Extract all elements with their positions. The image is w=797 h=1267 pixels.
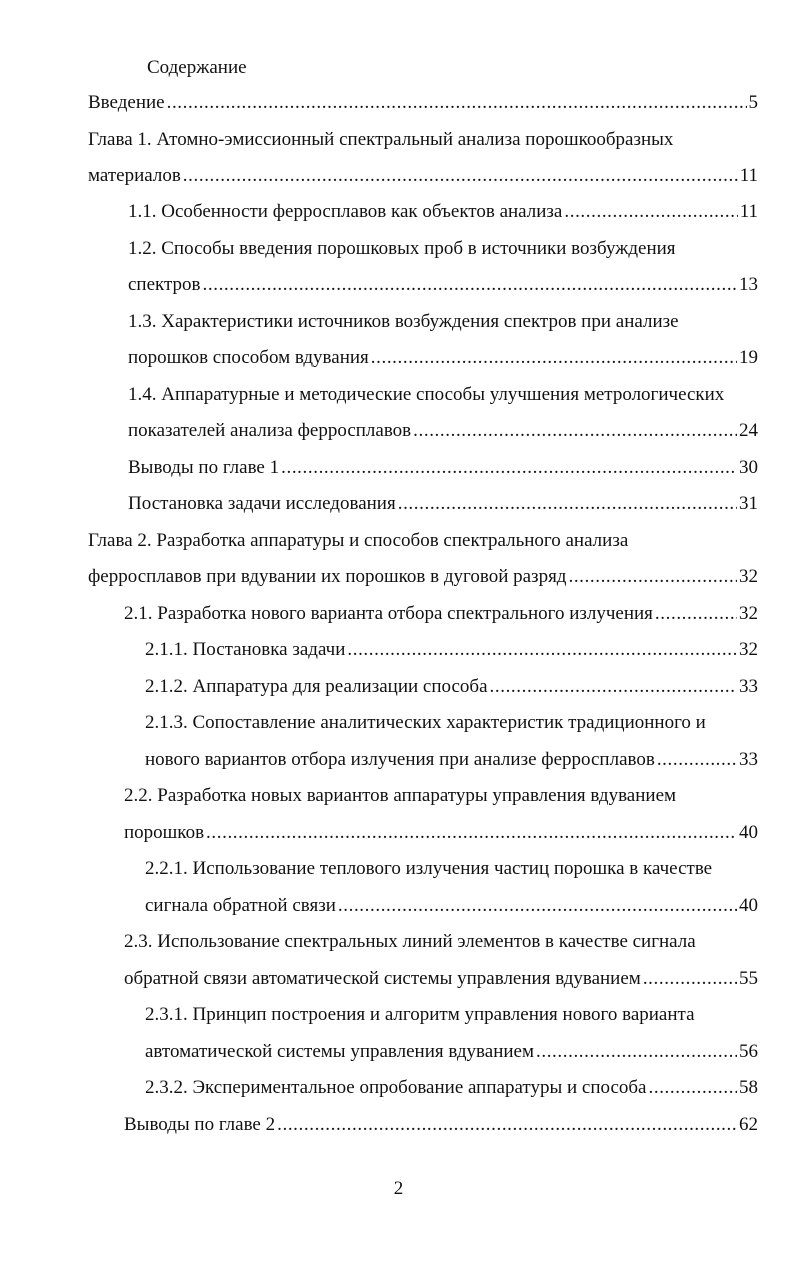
toc-leader-dots — [643, 967, 737, 991]
toc-entry-text: 1.3. Характеристики источников возбуждения спектров при анализе — [128, 311, 679, 332]
toc-leader-dots — [281, 456, 737, 480]
toc-entry-text: показателей анализа ферросплавов — [128, 420, 412, 441]
toc-entry-page: 13 — [739, 274, 758, 295]
toc-entry-page: 62 — [739, 1114, 758, 1135]
toc-entry-page: 5 — [748, 92, 758, 113]
toc-title: Содержание — [147, 57, 247, 78]
toc-entry-text: 1.4. Аппаратурные и методические способы улучшения метрологических — [128, 384, 725, 405]
toc-entry-section-1-3-cont[interactable] — [128, 346, 758, 370]
toc-entry-text: сигнала обратной связи — [145, 895, 336, 916]
toc-entry-text: обратной связи автоматической системы управления вдуванием — [124, 968, 641, 989]
toc-entry-section-2-1[interactable] — [124, 602, 758, 626]
toc-entry-text: спектров — [128, 274, 201, 295]
toc-leader-dots — [277, 1113, 737, 1137]
toc-entry-page: 11 — [739, 201, 758, 222]
toc-entry-text: 1.2. Способы введения порошковых проб в источники возбуждения — [128, 238, 676, 259]
toc-entry-text: 2.2. Разработка новых вариантов аппаратуры управления вдуванием — [124, 785, 677, 806]
toc-leader-dots — [655, 602, 737, 626]
toc-entry-page: 11 — [739, 165, 758, 186]
toc-entry-subsection-2-1-3-cont[interactable] — [145, 748, 758, 772]
toc-entry-text: порошков — [124, 822, 205, 843]
toc-entry-text: нового вариантов отбора излучения при анализе ферросплавов — [145, 749, 655, 770]
toc-entry-page: 40 — [739, 822, 758, 843]
toc-entry-section-2-3-cont[interactable] — [124, 967, 758, 991]
toc-entry-page: 58 — [739, 1077, 758, 1098]
toc-leader-dots — [338, 894, 737, 918]
toc-entry-text: Выводы по главе 1 — [128, 457, 280, 478]
toc-entry-text: 2.1.2. Аппаратура для реализации способа — [145, 676, 488, 697]
toc-entry-text: 2.1. Разработка нового варианта отбора спектрального излучения — [124, 603, 653, 624]
toc-entry-page: 32 — [739, 603, 758, 624]
toc-entry-subsection-2-2-1[interactable] — [145, 857, 758, 881]
toc-entry-chapter-1-cont[interactable] — [88, 164, 758, 188]
toc-leader-dots — [564, 200, 737, 224]
toc-leader-dots — [347, 638, 737, 662]
toc-entry-text: Глава 1. Атомно-эмиссионный спектральный анализа порошкообразных — [88, 129, 674, 150]
toc-entry-page: 32 — [739, 566, 758, 587]
toc-entry-section-1-4-cont[interactable] — [128, 419, 758, 443]
toc-entry-subsection-2-3-1-cont[interactable] — [145, 1040, 758, 1064]
toc-entry-problem-statement[interactable] — [128, 492, 758, 516]
toc-leader-dots — [398, 492, 737, 516]
toc-entry-section-1-2[interactable] — [128, 237, 758, 261]
toc-entry-subsection-2-1-3[interactable] — [145, 711, 758, 735]
toc-entry-text: материалов — [88, 165, 181, 186]
toc-entry-text: 2.3.2. Экспериментальное опробование аппаратуры и способа — [145, 1077, 647, 1098]
toc-entry-page: 32 — [739, 639, 758, 660]
toc-entry-page: 24 — [739, 420, 758, 441]
toc-entry-text: 2.1.1. Постановка задачи — [145, 639, 346, 660]
toc-entry-subsection-2-2-1-cont[interactable] — [145, 894, 758, 918]
toc-leader-dots — [371, 346, 737, 370]
page-number: 2 — [393, 1178, 404, 1199]
toc-leader-dots — [183, 164, 738, 188]
toc-entry-page: 31 — [739, 493, 758, 514]
toc-entry-chapter-2[interactable] — [88, 529, 758, 553]
toc-entry-page: 55 — [739, 968, 758, 989]
toc-entry-chapter-2-conclusions[interactable] — [124, 1113, 758, 1137]
toc-leader-dots — [167, 91, 747, 115]
toc-entry-text: 1.1. Особенности ферросплавов как объектов анализа — [128, 201, 563, 222]
toc-entry-chapter-2-cont[interactable] — [88, 565, 758, 589]
toc-leader-dots — [206, 821, 737, 845]
toc-entry-text: порошков способом вдувания — [128, 347, 369, 368]
toc-entry-subsection-2-1-2[interactable] — [145, 675, 758, 699]
toc-entry-page: 40 — [739, 895, 758, 916]
toc-entry-section-2-2-cont[interactable] — [124, 821, 758, 845]
toc-entry-introduction[interactable] — [88, 91, 758, 115]
toc-leader-dots — [490, 675, 737, 699]
toc-leader-dots — [657, 748, 737, 772]
toc-entry-chapter-1[interactable] — [88, 128, 758, 152]
toc-entry-text: 2.3.1. Принцип построения и алгоритм управления нового варианта — [145, 1004, 695, 1025]
toc-entry-text: Выводы по главе 2 — [124, 1114, 276, 1135]
toc-leader-dots — [203, 273, 737, 297]
toc-entry-section-1-4[interactable] — [128, 383, 758, 407]
toc-leader-dots — [413, 419, 737, 443]
toc-entry-text: Глава 2. Разработка аппаратуры и способов спектрального анализа — [88, 530, 629, 551]
toc-entry-section-1-1[interactable] — [128, 200, 758, 224]
toc-entry-text: Введение — [88, 92, 165, 113]
toc-entry-text: 2.2.1. Использование теплового излучения частиц порошка в качестве — [145, 858, 713, 879]
toc-entry-page: 30 — [739, 457, 758, 478]
toc-leader-dots — [536, 1040, 737, 1064]
toc-entry-section-2-3[interactable] — [124, 930, 758, 954]
toc-leader-dots — [649, 1076, 738, 1100]
toc-entry-text: 2.1.3. Сопоставление аналитических характеристик традиционного и — [145, 712, 706, 733]
toc-entry-section-2-2[interactable] — [124, 784, 758, 808]
toc-entry-text: автоматической системы управления вдуванием — [145, 1041, 534, 1062]
toc-entry-page: 33 — [739, 676, 758, 697]
toc-entry-text: 2.3. Использование спектральных линий элементов в качестве сигнала — [124, 931, 696, 952]
toc-entry-subsection-2-1-1[interactable] — [145, 638, 758, 662]
toc-entry-page: 19 — [739, 347, 758, 368]
toc-entry-page: 33 — [739, 749, 758, 770]
toc-entry-subsection-2-3-2[interactable] — [145, 1076, 758, 1100]
toc-entry-chapter-1-conclusions[interactable] — [128, 456, 758, 480]
toc-entry-text: Постановка задачи исследования — [128, 493, 396, 514]
toc-entry-section-1-3[interactable] — [128, 310, 758, 334]
toc-entry-page: 56 — [739, 1041, 758, 1062]
toc-leader-dots — [568, 565, 737, 589]
toc-entry-section-1-2-cont[interactable] — [128, 273, 758, 297]
toc-entry-subsection-2-3-1[interactable] — [145, 1003, 758, 1027]
toc-entry-text: ферросплавов при вдувании их порошков в дуговой разряд — [88, 566, 567, 587]
